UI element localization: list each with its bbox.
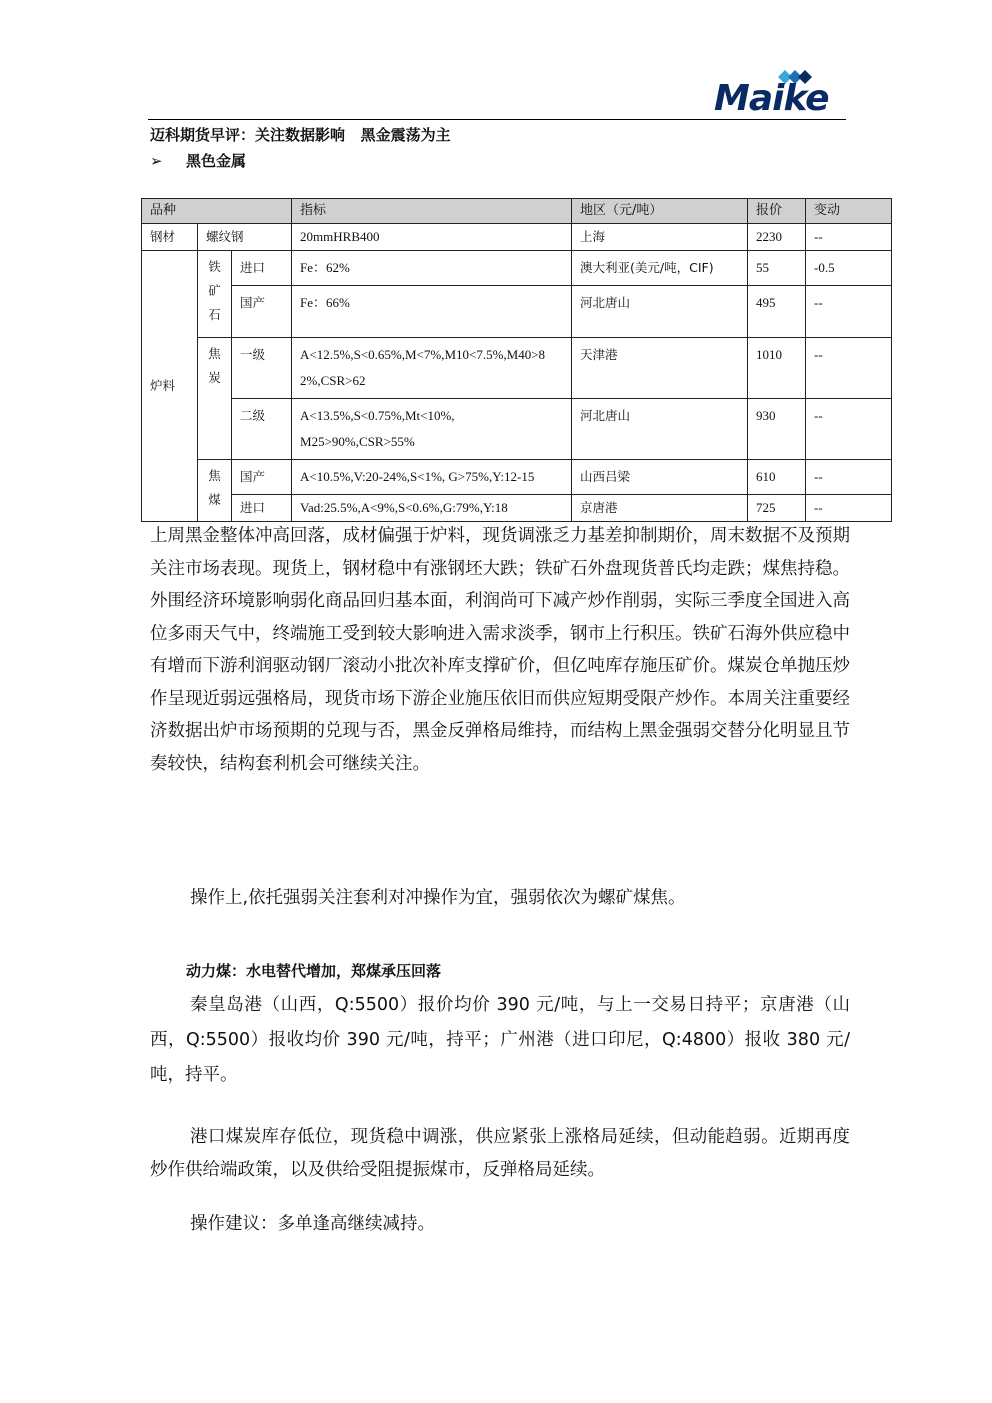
cell-iron-ore-label <box>198 251 232 338</box>
table-row <box>142 251 892 286</box>
cell-indicator: Fe：66% <box>292 286 572 338</box>
table-header-row <box>142 199 892 224</box>
cell-indicator: 20mmHRB400 <box>292 224 572 251</box>
paragraph-operation-advice: 操作建议：多单逢高继续减持。 <box>190 1214 435 1234</box>
cell-change: -- <box>806 338 892 399</box>
cell-indicator: A<10.5%,V:20-24%,S<1%, G>75%,Y:12-15 <box>292 460 572 495</box>
cell-indicator: Vad:25.5%,A<9%,S<0.6%,G:79%,Y:18 <box>292 495 572 522</box>
cell-sub: 二级 <box>232 399 292 460</box>
coke-label: 焦炭 <box>208 346 221 385</box>
cell-change: -- <box>806 286 892 338</box>
section-heading <box>150 150 246 171</box>
header-rule <box>148 119 846 120</box>
cell-furnace-label: 炉料 <box>142 251 198 522</box>
cell-change: -- <box>806 399 892 460</box>
cell-region: 京唐港 <box>572 495 748 522</box>
table-row <box>142 338 892 399</box>
paragraph-port-prices: 秦皇岛港（山西，Q:5500）报价均价 390 元/吨，与上一交易日持平；京唐港（山西，Q:5500）报收均价 390 元/吨，持平；广州港（进口印尼，Q:4800）报收 380 元/吨，持平。 <box>150 995 850 1085</box>
cell-sub: 国产 <box>232 460 292 495</box>
cell-region: 河北唐山 <box>572 399 748 460</box>
cell-region: 天津港 <box>572 338 748 399</box>
paragraph-market-review: 上周黑金整体冲高回落，成材偏强于炉料，现货调涨乏力基差抑制期价，周末数据不及预期关注市场表现。现货上，钢材稳中有涨钢坯大跌；铁矿石外盘现货普氏均走跌；煤焦持稳。外围经济环境影响弱化商品回归基本面，利润尚可下减产炒作削弱，实际三季度全国进入高位多雨天气中，终端施工受到较大影响进入需求淡季，钢市上行积压。铁矿石海外供应稳中有增而下游利润驱动钢厂滚动小批次补库支撑矿价，但亿吨库存施压矿价。煤炭仓单抛压炒作呈现近弱远强格局，现货市场下游企业施压依旧而供应短期受限产炒作。本周关注重要经济数据出炉市场预期的兑现与否，黑金反弹格局维持，而结构上黑金强弱交替分化明显且节奏较快，结构套利机会可继续关注。 <box>150 526 850 774</box>
coking-coal-label: 焦煤 <box>208 468 221 507</box>
table-row <box>142 224 892 251</box>
cell-coking-coal-label <box>198 460 232 522</box>
cell-name: 螺纹钢 <box>198 224 292 251</box>
header-price: 报价 <box>748 199 806 224</box>
table-row <box>142 399 892 460</box>
cell-sub: 进口 <box>232 251 292 286</box>
cell-region: 澳大利亚(美元/吨，CIF) <box>572 251 748 286</box>
cell-sub: 进口 <box>232 495 292 522</box>
cell-region: 山西吕梁 <box>572 460 748 495</box>
cell-price: 930 <box>748 399 806 460</box>
cell-change: -- <box>806 495 892 522</box>
paragraph-port-inventory: 港口煤炭库存低位，现货稳中调涨，供应紧张上涨格局延续，但动能趋弱。近期再度炒作供给端政策，以及供给受阻提振煤市，反弹格局延续。 <box>150 1127 850 1180</box>
cell-region: 上海 <box>572 224 748 251</box>
cell-indicator: A<13.5%,S<0.75%,Mt<10%, M25>90%,CSR>55% <box>292 399 572 460</box>
cell-price: 2230 <box>748 224 806 251</box>
cell-price: 610 <box>748 460 806 495</box>
cell-price: 495 <box>748 286 806 338</box>
cell-price: 725 <box>748 495 806 522</box>
maike-logo <box>700 68 846 120</box>
cell-region: 河北唐山 <box>572 286 748 338</box>
header-change: 变动 <box>806 199 892 224</box>
cell-sub: 一级 <box>232 338 292 399</box>
header-variety: 品种 <box>142 199 292 224</box>
cell-change: -- <box>806 224 892 251</box>
cell-change: -- <box>806 460 892 495</box>
logo-text: Maike <box>714 78 829 119</box>
cell-coke-label <box>198 338 232 460</box>
cell-change: -0.5 <box>806 251 892 286</box>
cell-indicator: Fe：62% <box>292 251 572 286</box>
arrow-bullet-icon: ➢ <box>150 152 163 170</box>
table-row <box>142 495 892 522</box>
cell-price: 55 <box>748 251 806 286</box>
cell-indicator: A<12.5%,S<0.65%,M<7%,M10<7.5%,M40>82%,CSR>62 <box>292 338 572 399</box>
table-row <box>142 286 892 338</box>
iron-ore-label: 铁矿石 <box>208 259 221 322</box>
table-row <box>142 460 892 495</box>
document-title: 迈科期货早评：关注数据影响 黑金震荡为主 <box>150 126 451 144</box>
header-region: 地区（元/吨） <box>572 199 748 224</box>
cell-sub: 国产 <box>232 286 292 338</box>
cell-category: 钢材 <box>142 224 198 251</box>
section-label: 黑色金属 <box>186 152 247 170</box>
cell-price: 1010 <box>748 338 806 399</box>
header-indicator: 指标 <box>292 199 572 224</box>
thermal-coal-heading: 动力煤：水电替代增加，郑煤承压回落 <box>186 962 442 980</box>
paragraph-operation: 操作上,依托强弱关注套利对冲操作为宜，强弱依次为螺矿煤焦。 <box>190 888 686 908</box>
price-table <box>141 198 892 522</box>
